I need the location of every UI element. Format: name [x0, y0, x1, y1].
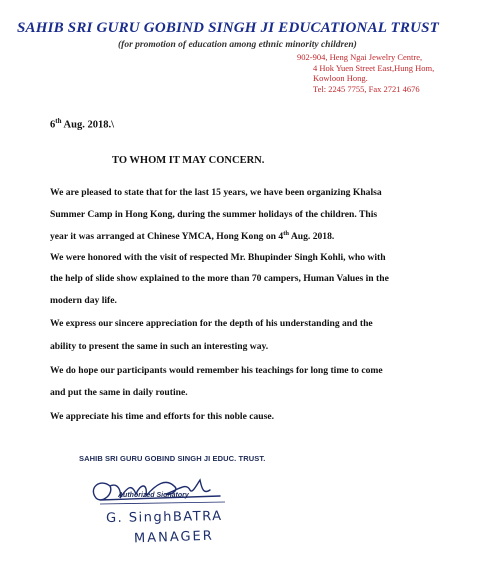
signature-scribble [70, 464, 250, 512]
handwritten-name: G. SinghBATRA [105, 508, 223, 527]
letterhead-subtitle: (for promotion of education among ethnic minority children) [118, 40, 357, 50]
address-line: 4 Hok Yuen Street East,Hung Hom, [313, 63, 435, 73]
authorized-signatory-label: Authorized Signatory [118, 492, 189, 499]
body-line-text: year it was arranged at Chinese YMCA, Hong Kong on 4 [50, 231, 284, 243]
body-line [50, 230, 334, 242]
body-line: modern day life. [50, 295, 117, 306]
letterhead-title: SAHIB SRI GURU GOBIND SINGH JI EDUCATIONAL TRUST [17, 20, 440, 36]
address-line: Kowloon Hong. [313, 73, 368, 83]
salutation: TO WHOM IT MAY CONCERN. [112, 155, 265, 166]
body-line: We are pleased to state that for the last 15 years, we have been organizing Khalsa [50, 187, 382, 198]
body-line: the help of slide show explained to the more than 70 campers, Human Values in the [50, 273, 389, 284]
handwritten-role: MANAGER [133, 528, 215, 547]
body-line: We do hope our participants would remember his teachings for long time to come [50, 365, 383, 376]
body-line: Summer Camp in Hong Kong, during the summer holidays of the children. This [50, 209, 378, 220]
date-day: 6 [50, 119, 56, 131]
date-rest: Aug. 2018.\ [61, 119, 114, 131]
letter-date [50, 117, 114, 131]
ordinal-suffix: th [283, 230, 289, 237]
body-line: We express our sincere appreciation for the depth of his understanding and the [50, 318, 373, 329]
address-line: 902-904, Heng Ngai Jewelry Centre, [297, 52, 423, 62]
body-line-tail: Aug. 2018. [288, 231, 335, 243]
body-line: ability to present the same in such an interesting way. [50, 341, 269, 352]
organization-stamp: SAHIB SRI GURU GOBIND SINGH JI EDUC. TRUST. [79, 454, 266, 463]
contact-line: Tel: 2245 7755, Fax 2721 4676 [313, 84, 420, 94]
date-suffix: th [55, 117, 62, 125]
body-line: We appreciate his time and efforts for this noble cause. [50, 411, 275, 422]
body-line: and put the same in daily routine. [50, 387, 188, 398]
body-line: We were honored with the visit of respected Mr. Bhupinder Singh Kohli, who with [50, 252, 386, 263]
